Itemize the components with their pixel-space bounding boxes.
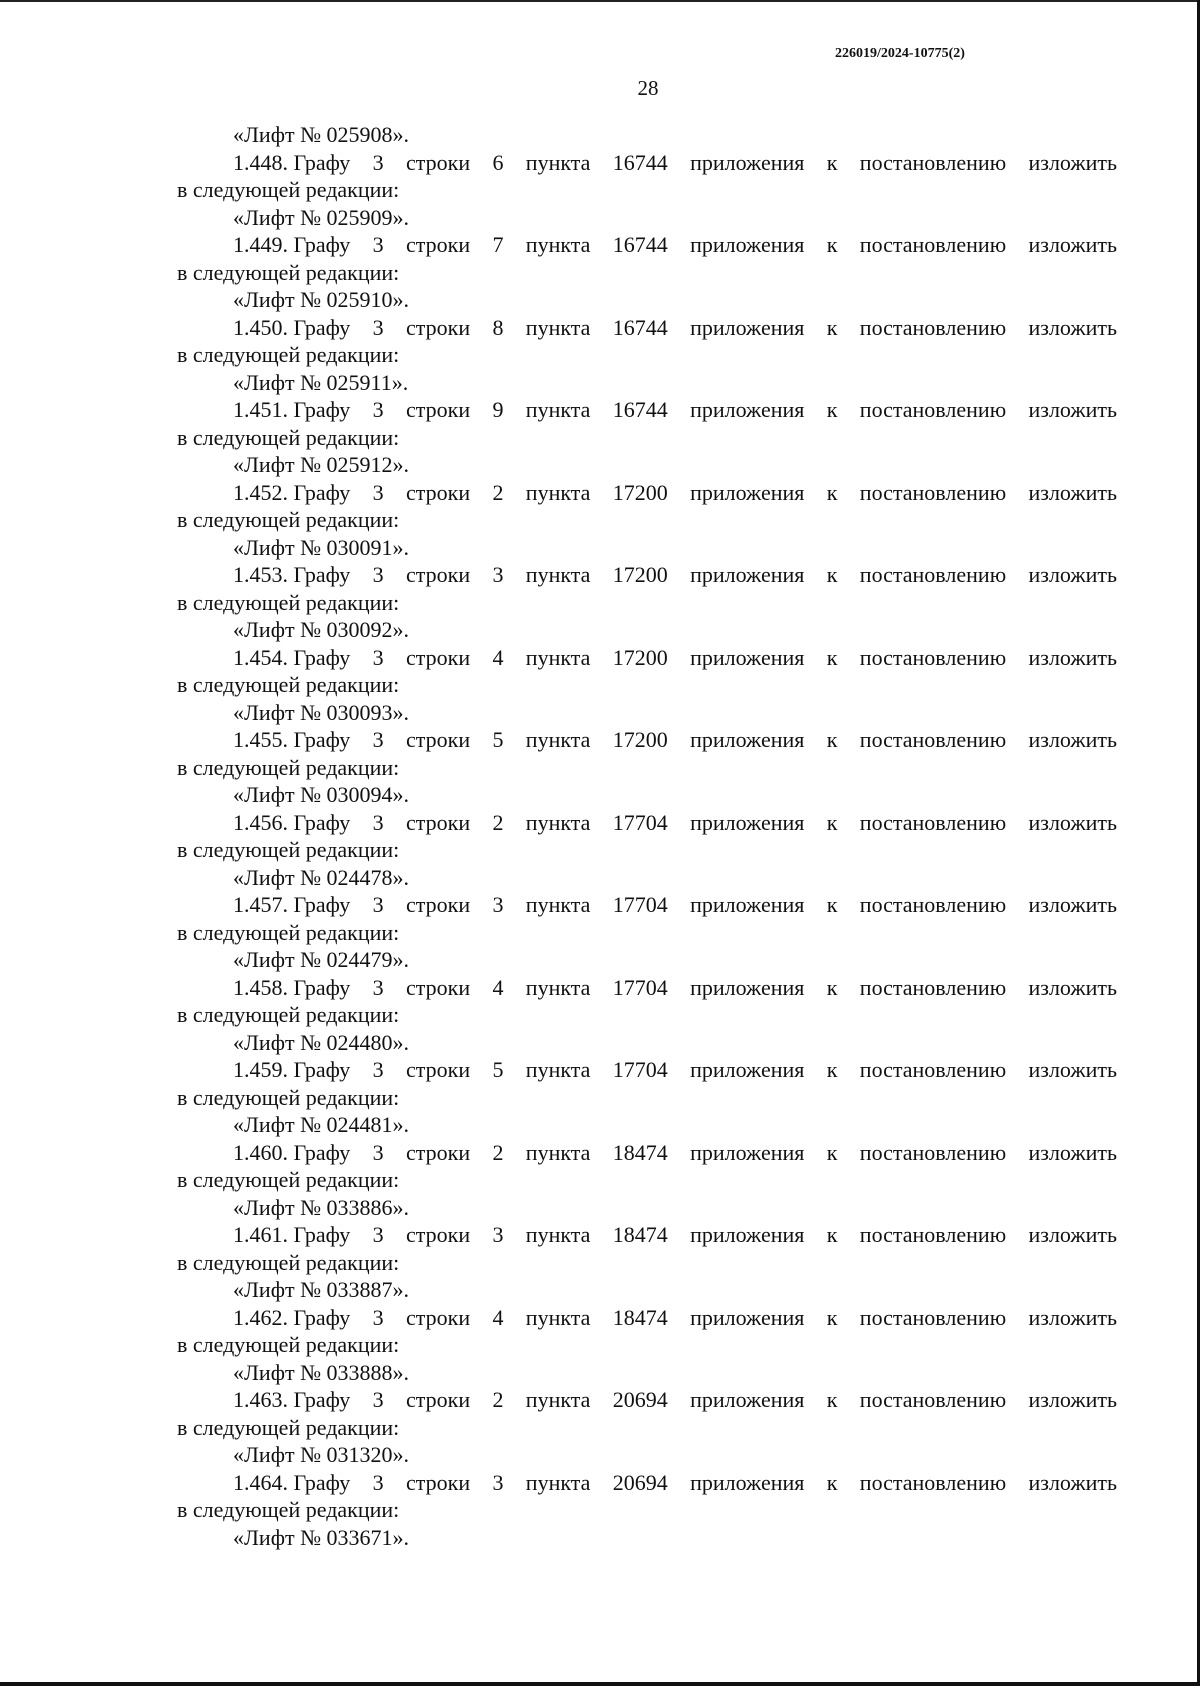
paragraph-word: пункта <box>525 1222 591 1247</box>
paragraph-word: 2 <box>492 1139 504 1165</box>
paragraph-word: к <box>826 1304 838 1330</box>
paragraph-word: постановлению <box>859 1469 1007 1495</box>
paragraph-continuation-line: в следующей редакции: <box>177 1167 400 1192</box>
paragraph-word: строки <box>406 974 471 1000</box>
paragraph-word: постановлению <box>859 1304 1007 1330</box>
paragraph-word: к <box>826 974 838 1000</box>
paragraph-word: 1.461. Графу <box>233 1222 351 1247</box>
opening-quote-line: «Лифт № 025908». <box>233 122 410 147</box>
paragraph-word: пункта <box>525 314 591 340</box>
paragraph-word: 3 <box>372 149 384 175</box>
paragraph-word: 1.462. Графу <box>233 1304 351 1330</box>
paragraph-word: пункта <box>525 397 591 422</box>
elevator-quote-line: «Лифт № 030092». <box>233 617 410 642</box>
paragraph-word: строки <box>406 1387 471 1412</box>
paragraph-word: 16744 <box>612 149 668 175</box>
paragraph-continuation-line: в следующей редакции: <box>177 754 400 780</box>
paragraph-word: 3 <box>372 809 384 835</box>
paragraph-word: 1.460. Графу <box>233 1139 351 1165</box>
paragraph-word: 3 <box>372 397 384 422</box>
paragraph-word: 8 <box>492 314 504 340</box>
paragraph-word: строки <box>406 1057 471 1082</box>
paragraph-word: изложить <box>1028 1469 1117 1495</box>
paragraph-continuation-line: в следующей редакции: <box>177 507 400 532</box>
paragraph-word: изложить <box>1028 809 1117 835</box>
paragraph-word: строки <box>406 1304 471 1330</box>
paragraph-word: 17200 <box>612 562 668 587</box>
paragraph-word: строки <box>406 1222 471 1247</box>
paragraph-word: пункта <box>525 1057 591 1082</box>
paragraph-word: строки <box>406 232 471 257</box>
paragraph-word: 20694 <box>612 1469 668 1495</box>
paragraph-first-line <box>177 561 1117 589</box>
paragraph-word: 1.450. Графу <box>233 314 351 340</box>
paragraph-word: 16744 <box>612 397 668 422</box>
paragraph-word: 16744 <box>612 314 668 340</box>
page-number: 28 <box>637 76 659 100</box>
scan-edge-bottom <box>0 1682 1200 1686</box>
paragraph-continuation-line: в следующей редакции: <box>177 1497 400 1522</box>
paragraph-word: к <box>826 232 838 257</box>
paragraph-continuation-line: в следующей редакции: <box>177 589 400 615</box>
paragraph-word: 1.453. Графу <box>233 562 351 587</box>
paragraph-word: постановлению <box>859 727 1007 752</box>
elevator-quote-line: «Лифт № 025910». <box>233 287 410 312</box>
paragraph-word: постановлению <box>859 479 1007 505</box>
elevator-quote-line: «Лифт № 030094». <box>233 782 410 807</box>
paragraph-continuation-line: в следующей редакции: <box>177 259 400 285</box>
paragraph-first-line <box>177 314 1117 342</box>
elevator-quote-line: «Лифт № 030091». <box>233 534 410 560</box>
paragraph-first-line <box>177 1221 1117 1249</box>
elevator-quote-line: «Лифт № 024481». <box>233 1112 410 1137</box>
paragraph-word: 3 <box>372 1057 384 1082</box>
paragraph-word: 17200 <box>612 479 668 505</box>
paragraph-word: строки <box>406 149 471 175</box>
paragraph-word: 1.458. Графу <box>233 974 351 1000</box>
paragraph-word: постановлению <box>859 1057 1007 1082</box>
paragraph-word: к <box>826 809 838 835</box>
paragraph-word: 1.451. Графу <box>233 397 351 422</box>
paragraph-word: пункта <box>525 479 591 505</box>
paragraph-word: пункта <box>525 1469 591 1495</box>
paragraph-word: 17200 <box>612 644 668 670</box>
paragraph-first-line <box>177 726 1117 754</box>
paragraph-continuation-line: в следующей редакции: <box>177 1332 400 1357</box>
paragraph-word: пункта <box>525 809 591 835</box>
paragraph-first-line <box>177 974 1117 1002</box>
elevator-quote-line: «Лифт № 033886». <box>233 1194 410 1220</box>
paragraph-word: 3 <box>492 1222 504 1247</box>
paragraph-word: пункта <box>525 892 591 917</box>
paragraph-word: постановлению <box>859 397 1007 422</box>
paragraph-word: 20694 <box>612 1387 668 1412</box>
paragraph-word: 17704 <box>612 809 668 835</box>
paragraph-continuation-line: в следующей редакции: <box>177 1002 400 1027</box>
paragraph-word: 17704 <box>612 974 668 1000</box>
paragraph-word: 3 <box>372 892 384 917</box>
paragraph-word: к <box>826 149 838 175</box>
paragraph-word: постановлению <box>859 809 1007 835</box>
elevator-quote-line: «Лифт № 033671». <box>233 1524 410 1550</box>
scan-edge-top <box>0 0 1200 2</box>
paragraph-word: 1.452. Графу <box>233 479 351 505</box>
paragraph-continuation-line: в следующей редакции: <box>177 1084 400 1110</box>
paragraph-word: к <box>826 1469 838 1495</box>
paragraph-first-line <box>177 1056 1117 1084</box>
paragraph-word: постановлению <box>859 232 1007 257</box>
paragraph-word: строки <box>406 727 471 752</box>
paragraph-word: 3 <box>492 892 504 917</box>
paragraph-word: строки <box>406 892 471 917</box>
paragraph-word: 1.448. Графу <box>233 149 351 175</box>
paragraph-first-line <box>177 891 1117 919</box>
paragraph-continuation-line: в следующей редакции: <box>177 1249 400 1275</box>
elevator-quote-line: «Лифт № 033887». <box>233 1277 410 1302</box>
paragraph-first-line <box>177 1469 1117 1497</box>
paragraph-word: 2 <box>492 809 504 835</box>
paragraph-word: изложить <box>1028 397 1117 422</box>
paragraph-word: 9 <box>492 397 504 422</box>
paragraph-word: к <box>826 397 838 422</box>
paragraph-word: 17704 <box>612 1057 668 1082</box>
paragraph-word: строки <box>406 644 471 670</box>
paragraph-word: постановлению <box>859 974 1007 1000</box>
paragraph-first-line <box>177 1386 1117 1414</box>
paragraph-word: 3 <box>492 562 504 587</box>
paragraph-word: строки <box>406 397 471 422</box>
paragraph-word: 5 <box>492 727 504 752</box>
paragraph-word: 3 <box>372 562 384 587</box>
paragraph-continuation-line: в следующей редакции: <box>177 837 400 862</box>
paragraph-continuation-line: в следующей редакции: <box>177 919 400 945</box>
paragraph-word: к <box>826 1139 838 1165</box>
paragraph-word: приложения <box>690 727 805 752</box>
paragraph-continuation-line: в следующей редакции: <box>177 424 400 450</box>
paragraph-word: пункта <box>525 1387 591 1412</box>
paragraph-word: 3 <box>372 1469 384 1495</box>
paragraph-first-line <box>177 479 1117 507</box>
paragraph-first-line <box>177 809 1117 837</box>
paragraph-word: приложения <box>690 397 805 422</box>
paragraph-word: 3 <box>372 232 384 257</box>
paragraph-word: приложения <box>690 1304 805 1330</box>
paragraph-word: 1.464. Графу <box>233 1469 351 1495</box>
paragraph-word: к <box>826 1222 838 1247</box>
paragraph-word: 3 <box>492 1469 504 1495</box>
paragraph-word: к <box>826 479 838 505</box>
paragraph-word: 3 <box>372 644 384 670</box>
paragraph-word: 4 <box>492 644 504 670</box>
paragraph-word: изложить <box>1028 1057 1117 1082</box>
elevator-quote-line: «Лифт № 033888». <box>233 1359 410 1385</box>
elevator-quote-line: «Лифт № 024480». <box>233 1029 410 1055</box>
paragraph-continuation-line: в следующей редакции: <box>177 177 400 202</box>
paragraph-first-line <box>177 1304 1117 1332</box>
document-body <box>177 121 1117 1551</box>
paragraph-word: 1.455. Графу <box>233 727 351 752</box>
paragraph-word: 3 <box>372 974 384 1000</box>
paragraph-word: 18474 <box>612 1139 668 1165</box>
paragraph-word: приложения <box>690 479 805 505</box>
paragraph-word: постановлению <box>859 1222 1007 1247</box>
paragraph-word: постановлению <box>859 1139 1007 1165</box>
paragraph-word: 18474 <box>612 1304 668 1330</box>
paragraph-word: 1.456. Графу <box>233 809 351 835</box>
paragraph-word: 3 <box>372 1387 384 1412</box>
paragraph-word: пункта <box>525 1304 591 1330</box>
paragraph-word: изложить <box>1028 1222 1117 1247</box>
paragraph-word: к <box>826 892 838 917</box>
paragraph-word: строки <box>406 562 471 587</box>
paragraph-word: приложения <box>690 1139 805 1165</box>
elevator-quote-line: «Лифт № 025909». <box>233 204 410 230</box>
paragraph-word: приложения <box>690 232 805 257</box>
paragraph-word: 2 <box>492 479 504 505</box>
paragraph-word: приложения <box>690 1469 805 1495</box>
paragraph-word: изложить <box>1028 1139 1117 1165</box>
elevator-quote-line: «Лифт № 024479». <box>233 947 410 972</box>
elevator-quote-line: «Лифт № 031320». <box>233 1442 410 1467</box>
paragraph-word: приложения <box>690 892 805 917</box>
paragraph-word: приложения <box>690 149 805 175</box>
paragraph-word: пункта <box>525 149 591 175</box>
paragraph-word: пункта <box>525 562 591 587</box>
paragraph-word: 1.454. Графу <box>233 644 351 670</box>
paragraph-word: 4 <box>492 1304 504 1330</box>
paragraph-word: изложить <box>1028 644 1117 670</box>
paragraph-word: приложения <box>690 1222 805 1247</box>
paragraph-word: строки <box>406 1139 471 1165</box>
paragraph-word: 3 <box>372 1304 384 1330</box>
paragraph-word: 1.457. Графу <box>233 892 351 917</box>
paragraph-word: 1.449. Графу <box>233 232 351 257</box>
paragraph-continuation-line: в следующей редакции: <box>177 342 400 367</box>
paragraph-word: 6 <box>492 149 504 175</box>
paragraph-word: изложить <box>1028 974 1117 1000</box>
paragraph-word: изложить <box>1028 727 1117 752</box>
paragraph-word: приложения <box>690 974 805 1000</box>
paragraph-word: изложить <box>1028 1304 1117 1330</box>
paragraph-first-line <box>177 644 1117 672</box>
paragraph-word: изложить <box>1028 892 1117 917</box>
paragraph-word: пункта <box>525 974 591 1000</box>
paragraph-word: к <box>826 1057 838 1082</box>
paragraph-word: пункта <box>525 727 591 752</box>
paragraph-word: приложения <box>690 1057 805 1082</box>
paragraph-word: постановлению <box>859 1387 1007 1412</box>
paragraph-word: 1.463. Графу <box>233 1387 351 1412</box>
elevator-quote-line: «Лифт № 025911». <box>233 369 409 395</box>
paragraph-word: 16744 <box>612 232 668 257</box>
paragraph-word: к <box>826 314 838 340</box>
paragraph-word: изложить <box>1028 314 1117 340</box>
paragraph-word: 2 <box>492 1387 504 1412</box>
paragraph-word: пункта <box>525 644 591 670</box>
paragraph-first-line <box>177 1139 1117 1167</box>
elevator-quote-line: «Лифт № 030093». <box>233 699 410 725</box>
paragraph-word: к <box>826 562 838 587</box>
paragraph-word: строки <box>406 1469 471 1495</box>
paragraph-word: постановлению <box>859 314 1007 340</box>
paragraph-word: приложения <box>690 562 805 587</box>
paragraph-word: приложения <box>690 809 805 835</box>
paragraph-word: изложить <box>1028 1387 1117 1412</box>
paragraph-first-line <box>177 149 1117 177</box>
paragraph-word: изложить <box>1028 232 1117 257</box>
paragraph-word: строки <box>406 809 471 835</box>
paragraph-word: изложить <box>1028 562 1117 587</box>
paragraph-word: 3 <box>372 314 384 340</box>
paragraph-word: 3 <box>372 1222 384 1247</box>
paragraph-word: приложения <box>690 314 805 340</box>
paragraph-word: пункта <box>525 232 591 257</box>
paragraph-word: изложить <box>1028 149 1117 175</box>
paragraph-word: пункта <box>525 1139 591 1165</box>
paragraph-continuation-line: в следующей редакции: <box>177 1414 400 1440</box>
elevator-quote-line: «Лифт № 024478». <box>233 864 410 890</box>
paragraph-word: постановлению <box>859 892 1007 917</box>
paragraph-word: 17704 <box>612 892 668 917</box>
paragraph-word: к <box>826 644 838 670</box>
paragraph-continuation-line: в следующей редакции: <box>177 672 400 697</box>
paragraph-word: постановлению <box>859 149 1007 175</box>
paragraph-word: приложения <box>690 644 805 670</box>
paragraph-word: 4 <box>492 974 504 1000</box>
paragraph-first-line <box>177 231 1117 259</box>
paragraph-word: 1.459. Графу <box>233 1057 351 1082</box>
paragraph-word: строки <box>406 479 471 505</box>
elevator-quote-line: «Лифт № 025912». <box>233 452 410 477</box>
paragraph-word: к <box>826 727 838 752</box>
paragraph-word: постановлению <box>859 562 1007 587</box>
paragraph-word: 5 <box>492 1057 504 1082</box>
paragraph-word: строки <box>406 314 471 340</box>
paragraph-word: 7 <box>492 232 504 257</box>
paragraph-first-line <box>177 396 1117 424</box>
paragraph-word: к <box>826 1387 838 1412</box>
document-number: 226019/2024-10775(2) <box>835 46 965 61</box>
paragraph-word: приложения <box>690 1387 805 1412</box>
paragraph-word: 18474 <box>612 1222 668 1247</box>
paragraph-word: 3 <box>372 727 384 752</box>
paragraph-word: 17200 <box>612 727 668 752</box>
paragraph-word: изложить <box>1028 479 1117 505</box>
paragraph-word: 3 <box>372 1139 384 1165</box>
paragraph-word: 3 <box>372 479 384 505</box>
paragraph-word: постановлению <box>859 644 1007 670</box>
